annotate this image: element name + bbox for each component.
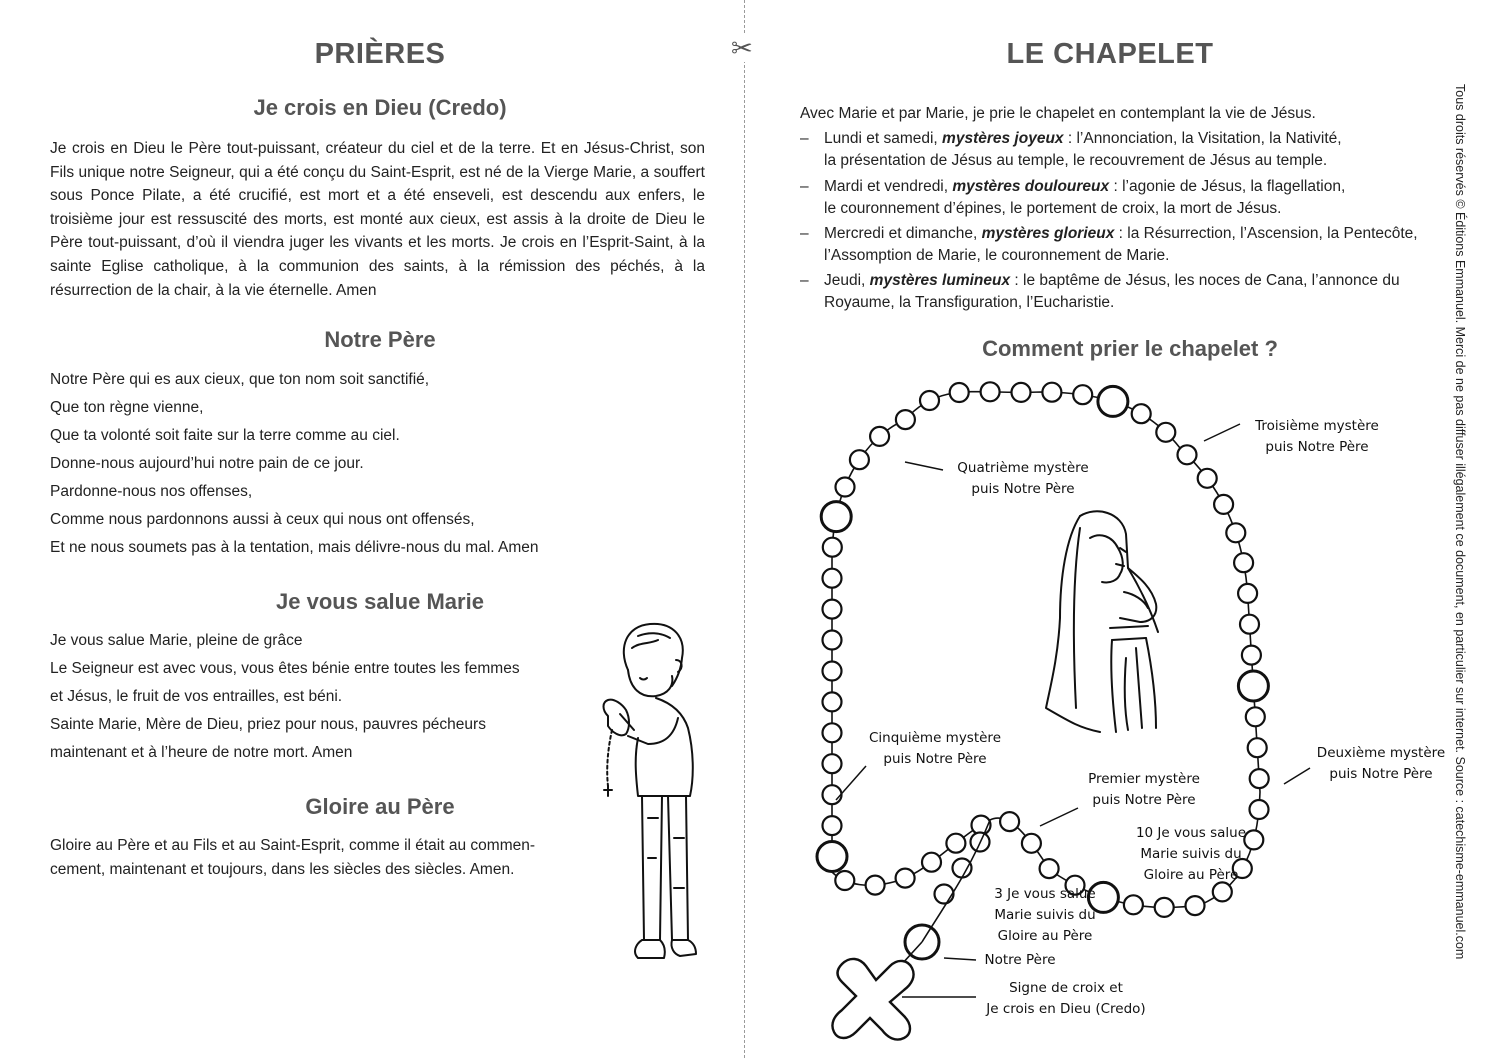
rosary-bead <box>922 853 941 872</box>
rosary-bead <box>1040 859 1059 878</box>
cross-icon <box>832 959 913 1040</box>
rosary-bead <box>823 816 842 835</box>
rosary-bead <box>896 410 915 429</box>
prayer-line: Je vous salue Marie, pleine de grâce <box>50 632 303 649</box>
rosary-bead <box>866 876 885 895</box>
rosary-bead <box>823 785 842 804</box>
rosary-bead <box>946 834 965 853</box>
label-quatrieme-mystere: Quatrième mystère puis Notre Père <box>957 460 1089 497</box>
rosary-bead <box>823 692 842 711</box>
rosary-bead <box>1022 834 1041 853</box>
label-dix-ave: 10 Je vous salue Marie suivis du Gloire au Père <box>1135 825 1247 883</box>
rosary-bead <box>823 662 842 681</box>
rosary-bead <box>823 600 842 619</box>
rosary-bead <box>950 383 969 402</box>
rosary-bead <box>1242 646 1261 665</box>
label-troisieme-mystere: Troisième mystère puis Notre Père <box>1255 418 1379 455</box>
rosary-bead <box>836 478 855 497</box>
rosary-large-bead <box>1238 671 1268 701</box>
rosary-bead <box>1240 615 1259 634</box>
rosary-bead <box>823 569 842 588</box>
label-signe-de-croix: Signe de croix et Je crois en Dieu (Credo) <box>986 980 1146 1017</box>
rosary-bead <box>1198 469 1217 488</box>
label-trois-ave: 3 Je vous salue Marie suivis du Gloire au Père <box>994 886 1096 944</box>
rosary-bead <box>1250 800 1269 819</box>
prayer-line: Comme nous pardonnons aussi à ceux qui nous ont offensés, <box>50 511 475 528</box>
rosary-bead <box>1156 423 1175 442</box>
rosary-large-bead <box>821 502 851 532</box>
prayer-line: et Jésus, le fruit de vos entrailles, est béni. <box>50 688 343 705</box>
rosary-bead <box>1246 707 1265 726</box>
pendant-bead <box>953 859 972 878</box>
right-page-title: LE CHAPELET <box>1006 38 1214 70</box>
rosary-subheading: Comment prier le chapelet ? <box>982 336 1278 361</box>
rosary-bead <box>870 427 889 446</box>
prayer-line: Gloire au Père et au Fils et au Saint-Esprit, comme il était au commen- <box>50 837 536 854</box>
left-page-title: PRIÈRES <box>314 38 446 70</box>
prayer-line: Pardonne-nous nos offenses, <box>50 483 253 500</box>
ave-heading: Je vous salue Marie <box>276 589 484 614</box>
rosary-bead <box>823 723 842 742</box>
rosary-bead <box>1073 385 1092 404</box>
rosary-bead <box>981 382 1000 401</box>
prayer-line: maintenant et à l’heure de notre mort. Amen <box>50 744 353 761</box>
rosary-bead <box>1250 769 1269 788</box>
prayer-line: Sainte Marie, Mère de Dieu, priez pour nous, pauvres pécheurs <box>50 716 486 733</box>
copyright-notice: Tous droits réservés © Éditions Emmanuel. Merci de ne pas diffuser illégalement ce document, en particulier sur internet. Source : catechisme-emmanuel.com <box>1453 84 1467 960</box>
rosary-bead <box>1178 445 1197 464</box>
rosary-bead <box>835 871 854 890</box>
prayer-line: Et ne nous soumets pas à la tentation, mais délivre-nous du mal. Amen <box>50 539 539 556</box>
rosary-bead <box>1012 383 1031 402</box>
rosary-bead <box>1248 738 1267 757</box>
rosary-bead <box>1186 896 1205 915</box>
label-cinquieme-mystere: Cinquième mystère puis Notre Père <box>869 730 1001 767</box>
rosary-bead <box>1124 895 1143 914</box>
prayer-line: cement, maintenant et toujours, dans les siècles des siècles. Amen. <box>50 861 515 878</box>
rosary-bead <box>823 538 842 557</box>
prayer-line: Donne-nous aujourd’hui notre pain de ce jour. <box>50 455 364 472</box>
rosary-large-bead <box>817 842 847 872</box>
credo-text: Je crois en Dieu le Père tout-puissant, créateur du ciel et de la terre. Et en Jésus-Christ, son Fils unique notre Seigneur, qui a été conçu du Saint-Esprit, est né de la Vierge Marie, a souffert sous Ponce Pilate, a été crucifié, est mort et a été enseveli, est descendu aux enfers, le troisième jour est ressuscité des morts, est monté aux cieux, est assis à la droite de Dieu le Père tout-puissant, d’où il viendra juger les vivants et les morts. Je crois en l’Esprit-Saint, à la sainte Eglise catholique, à la communion des saints, à la rémission des péchés, à la résurrection de la chair, à la vie éternelle. Amen <box>50 140 705 299</box>
rosary-bead <box>1132 404 1151 423</box>
prayer-line: Notre Père qui es aux cieux, que ton nom soit sanctifié, <box>50 371 430 388</box>
rosary-bead <box>1226 523 1245 542</box>
label-notre-pere: Notre Père <box>984 952 1056 968</box>
chapelet-intro: Avec Marie et par Marie, je prie le chapelet en contemplant la vie de Jésus. <box>800 105 1316 122</box>
rosary-bead <box>1234 553 1253 572</box>
label-deuxieme-mystere: Deuxième mystère puis Notre Père <box>1316 745 1446 782</box>
rosary-bead <box>896 869 915 888</box>
pendant-bead <box>935 885 954 904</box>
rosary-bead <box>1155 898 1174 917</box>
rosary-bead <box>850 450 869 469</box>
rosary-bead <box>1042 383 1061 402</box>
rosary-bead <box>823 754 842 773</box>
prayer-line: Que ton règne vienne, <box>50 399 204 416</box>
rosary-bead <box>1238 584 1257 603</box>
label-premier-mystere: Premier mystère puis Notre Père <box>1088 771 1200 808</box>
credo-heading: Je crois en Dieu (Credo) <box>253 95 507 120</box>
rosary-bead <box>823 631 842 650</box>
notre-pere-heading: Notre Père <box>324 327 436 352</box>
prayer-line: Le Seigneur est avec vous, vous êtes bénie entre toutes les femmes <box>50 660 520 677</box>
prayer-line: Que ta volonté soit faite sur la terre comme au ciel. <box>50 427 400 444</box>
mary-illustration <box>1040 508 1170 740</box>
scissors-icon: ✂ <box>731 33 753 63</box>
rosary-bead <box>920 391 939 410</box>
rosary-large-bead <box>1098 386 1128 416</box>
gloria-heading: Gloire au Père <box>305 794 455 819</box>
rosary-bead <box>1214 495 1233 514</box>
rosary-bead <box>1000 812 1019 831</box>
